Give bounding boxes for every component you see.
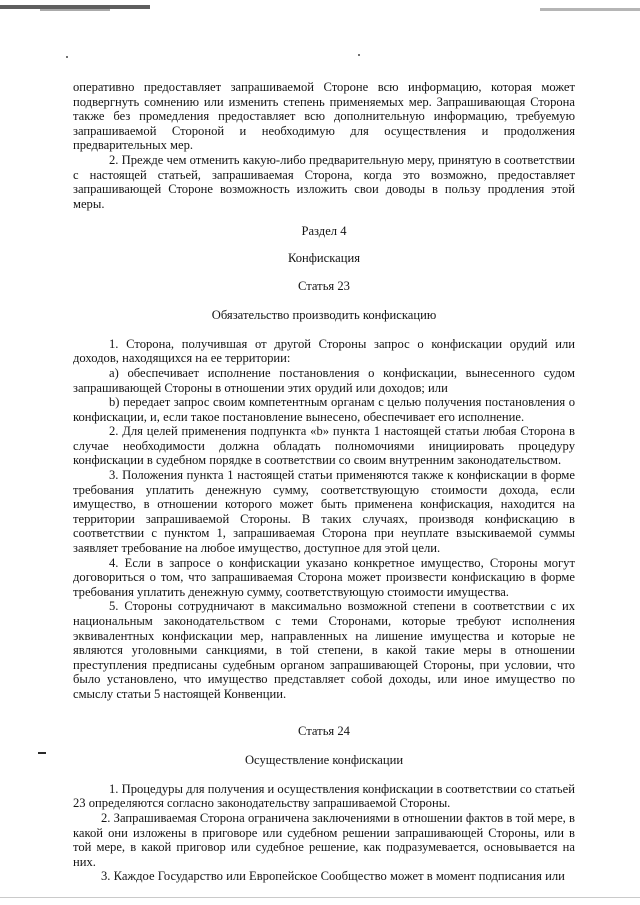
article-23-para-2: 2. Для целей применения подпункта «b» пункта 1 настоящей статьи любая Сторона в случае необходимости должна обладать полномочиями инициировать процедуру конфискации в судебном порядке в соответствии со своим внутренним законодательством. (73, 424, 575, 468)
article-24-para-3: 3. Каждое Государство или Европейское Сообщество может в момент подписания или (101, 869, 565, 884)
article-23-para-1: 1. Сторона, получившая от другой Стороны запрос о конфискации орудий или доходов, находящихся на ее территории: (73, 336, 575, 366)
article-24-para-1: 1. Процедуры для получения и осуществления конфискации в соответствии со статьей 23 определяются согласно законодательству запрашиваемой Стороны. (73, 781, 575, 811)
article-23-para-3: 3. Положения пункта 1 настоящей статьи применяются также к конфискации в форме требования уплатить денежную сумму, соответствующую стоимости дохода, если имущество, в отношении которого может быть применена конфискация, находится на территории запрашиваемой Стороны. В таких случаях, производя конфискацию в соответствии с пунктом 1, запрашиваемая Сторона при неуплате взыскиваемой суммы заявляет требование на любое имущество, доступное для этой цели. (73, 468, 575, 556)
scan-speck (66, 56, 68, 58)
scan-edge-mark (40, 9, 110, 11)
article-24-label: Статья 24 (298, 723, 350, 738)
scan-bottom-mark (0, 897, 640, 898)
section-label: Раздел 4 (301, 224, 347, 239)
article-24-para-2: 2. Запрашиваемая Сторона ограничена заключениями в отношении фактов в той мере, в какой они изложены в приговоре или судебном решении запрашивающей Стороны, или в той мере, в какой приговор или судебное решение, как подразумевается, основывается на них. (73, 810, 575, 869)
document-body (73, 80, 575, 884)
scan-margin-dash (38, 752, 46, 754)
article-23-heading: Обязательство производить конфискацию (211, 308, 437, 323)
article-23-para-5: 5. Стороны сотрудничают в максимально возможной степени в соответствии с их национальным законодательством с теми Сторонами, которые требуют исполнения эквивалентных конфискации мер, направленных на лишение имущества и которые не являются уголовными санкциями, в той степени, в какой такие меры в отношении преступления предписаны судебным органом запрашивающей Стороны, при условии, что было установлено, что имущество представляет собой доходы, или иное имущество по смыслу статьи 5 настоящей Конвенции. (73, 599, 575, 701)
paragraph-continuation: оперативно предоставляет запрашиваемой Стороне всю информацию, которая может подвергнуть сомнению или изменить степень применяемых мер. Запрашивающая Сторона также без промедления предоставляет всю дополнительную информацию, требуемую запрашиваемой Стороной и необходимую для осуществления и продолжения предварительных мер. (73, 80, 575, 153)
scan-edge-mark (540, 8, 640, 11)
article-24-heading: Осуществление конфискации (244, 753, 404, 768)
article-23-para-1a: a) обеспечивает исполнение постановления о конфискации, вынесенного судом запрашивающей Стороны в отношении этих орудий или доходов; или (73, 365, 575, 395)
section-title: Конфискация (287, 250, 361, 265)
article-23-para-4: 4. Если в запросе о конфискации указано конкретное имущество, Стороны могут договориться о том, что запрашиваемая Сторона может произвести конфискацию в форме требования уплатить денежную сумму, соответствующую стоимости имущества. (73, 555, 575, 599)
paragraph-2: 2. Прежде чем отменить какую-либо предварительную меру, принятую в соответствии с настоящей статьей, запрашиваемая Сторона, когда это возможно, предоставляет запрашивающей Стороне возможность изложить свои доводы в пользу продления этой меры. (73, 152, 575, 211)
article-23-para-1b: b) передает запрос своим компетентным органам с целью получения постановления о конфискации, и, если такое постановление вынесено, обеспечивает его исполнение. (73, 395, 575, 424)
article-23-label: Статья 23 (298, 278, 350, 293)
scan-speck (358, 54, 360, 56)
